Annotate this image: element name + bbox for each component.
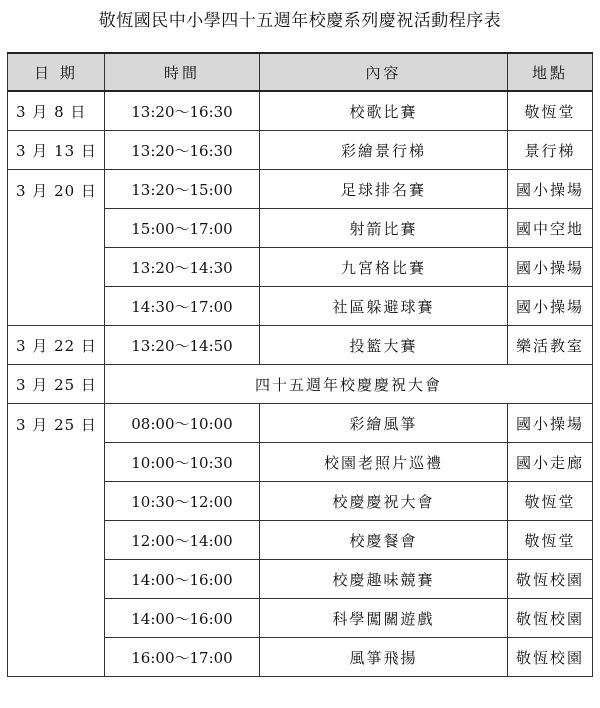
table-row (8, 365, 593, 404)
event-cell: 科學闖關遊戲 (260, 599, 508, 638)
table-row (8, 326, 593, 365)
event-cell: 校慶趣味競賽 (260, 560, 508, 599)
place-cell: 國小操場 (508, 170, 593, 209)
time-cell: 15:00～17:00 (105, 209, 260, 248)
time-cell: 13:20～16:30 (105, 131, 260, 170)
date-cell: 3 月 13 日 (8, 131, 105, 170)
place-cell: 樂活教室 (508, 326, 593, 365)
place-cell: 敬恆堂 (508, 482, 593, 521)
event-cell: 射箭比賽 (260, 209, 508, 248)
place-cell: 國小走廊 (508, 443, 593, 482)
time-cell: 14:00～16:00 (105, 599, 260, 638)
table-row (8, 404, 593, 443)
event-cell: 校歌比賽 (260, 91, 508, 131)
date-cell: 3 月 25 日 (8, 365, 105, 404)
place-cell: 國小操場 (508, 404, 593, 443)
place-cell: 敬恆堂 (508, 521, 593, 560)
table-row (8, 170, 593, 209)
header-content: 內容 (260, 53, 508, 91)
event-cell: 社區躲避球賽 (260, 287, 508, 326)
place-cell: 國小操場 (508, 287, 593, 326)
table-row (8, 131, 593, 170)
time-cell: 16:00～17:00 (105, 638, 260, 677)
time-cell: 12:00～14:00 (105, 521, 260, 560)
schedule-body (8, 91, 593, 677)
event-cell: 足球排名賽 (260, 170, 508, 209)
date-cell: 3 月 8 日 (8, 91, 105, 131)
place-cell: 國小操場 (508, 248, 593, 287)
header-place: 地點 (508, 53, 593, 91)
header-date: 日 期 (8, 53, 105, 91)
time-cell: 14:00～16:00 (105, 560, 260, 599)
event-cell: 彩繪景行梯 (260, 131, 508, 170)
event-cell: 校慶慶祝大會 (260, 482, 508, 521)
time-cell: 10:30～12:00 (105, 482, 260, 521)
event-cell: 校園老照片巡禮 (260, 443, 508, 482)
time-cell: 10:00～10:30 (105, 443, 260, 482)
time-cell: 14:30～17:00 (105, 287, 260, 326)
time-cell: 13:20～14:30 (105, 248, 260, 287)
place-cell: 敬恆校園 (508, 599, 593, 638)
date-cell: 3 月 20 日 (8, 170, 105, 326)
page-title: 敬恆國民中小學四十五週年校慶系列慶祝活動程序表 (98, 11, 502, 31)
place-cell: 景行梯 (508, 131, 593, 170)
event-cell: 九宮格比賽 (260, 248, 508, 287)
merged-event-cell: 四十五週年校慶慶祝大會 (105, 365, 593, 404)
place-cell: 敬恆校園 (508, 560, 593, 599)
date-cell: 3 月 25 日 (8, 404, 105, 677)
event-cell: 校慶餐會 (260, 521, 508, 560)
time-cell: 13:20～14:50 (105, 326, 260, 365)
event-cell: 彩繪風箏 (260, 404, 508, 443)
header-time: 時間 (105, 53, 260, 91)
place-cell: 敬恆堂 (508, 91, 593, 131)
place-cell: 敬恆校園 (508, 638, 593, 677)
place-cell: 國中空地 (508, 209, 593, 248)
date-cell: 3 月 22 日 (8, 326, 105, 365)
time-cell: 13:20～15:00 (105, 170, 260, 209)
header-row (8, 53, 593, 91)
table-row (8, 91, 593, 131)
event-cell: 投籃大賽 (260, 326, 508, 365)
time-cell: 13:20～16:30 (105, 91, 260, 131)
schedule-table (7, 52, 593, 677)
event-cell: 風箏飛揚 (260, 638, 508, 677)
time-cell: 08:00～10:00 (105, 404, 260, 443)
